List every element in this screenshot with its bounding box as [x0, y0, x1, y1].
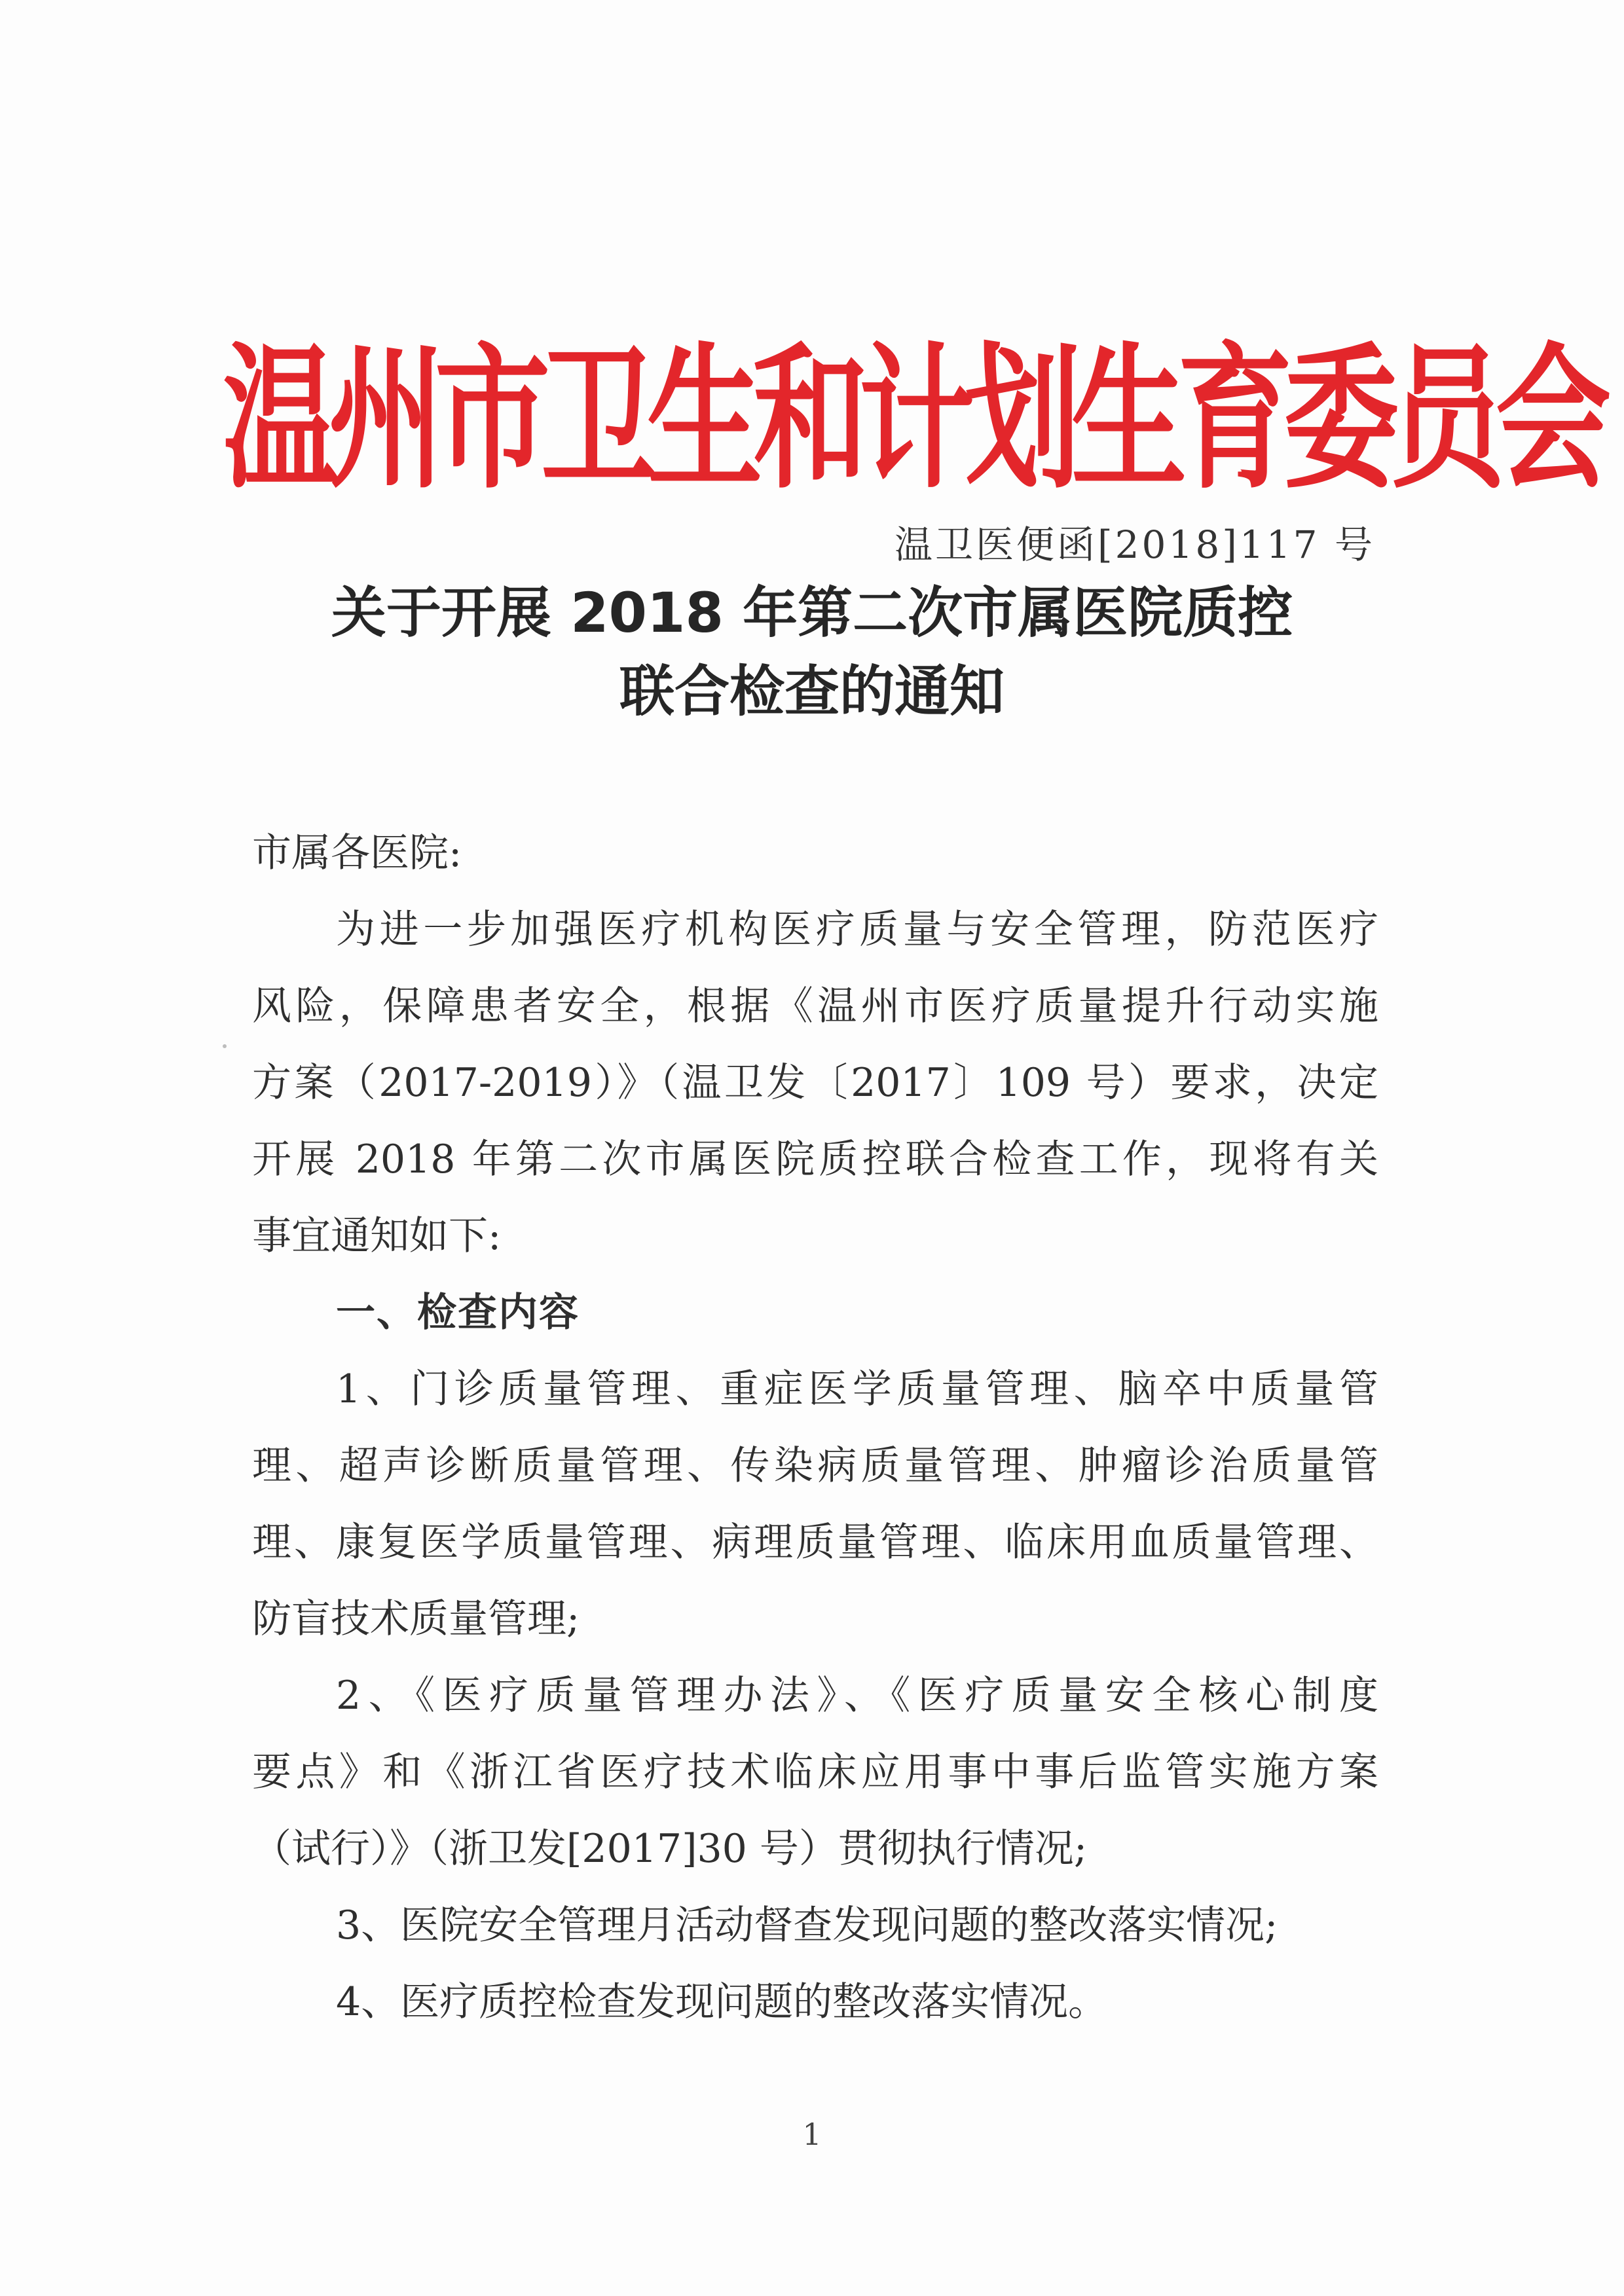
salutation: 市属各医院: [252, 830, 462, 876]
intro-line: 开展 2018 年第二次市属医院质控联合检查工作，现将有关 [252, 1137, 1378, 1182]
item-2-line: 要点》和《浙江省医疗技术临床应用事中事后监管实施方案 [252, 1749, 1378, 1795]
page-number: 1 [802, 2117, 822, 2152]
item-1-line: 理、超声诊断质量管理、传染病质量管理、肿瘤诊治质量管 [252, 1443, 1378, 1489]
intro-line: 为进一步加强医疗机构医疗质量与安全管理，防范医疗 [336, 907, 1378, 953]
scan-speck [223, 1044, 227, 1048]
intro-line: 事宜通知如下: [252, 1213, 502, 1259]
item-1-line: 1、门诊质量管理、重症医学质量管理、脑卒中质量管 [336, 1366, 1378, 1412]
item-4-line: 4、医疗质控检查发现问题的整改落实情况。 [336, 1979, 1108, 2025]
item-1-line: 防盲技术质量管理; [252, 1596, 580, 1642]
notice-title-line-1: 关于开展 2018 年第二次市属医院质控 [331, 581, 1293, 645]
item-2-line: 2、《医疗质量管理办法》、《医疗质量安全核心制度 [336, 1673, 1378, 1719]
item-2-line: （试行）》（浙卫发[2017]30 号）贯彻执行情况; [252, 1826, 1088, 1872]
intro-line: 风险，保障患者安全，根据《温州市医疗质量提升行动实施 [252, 983, 1378, 1029]
item-3-line: 3、医院安全管理月活动督查发现问题的整改落实情况; [336, 1903, 1278, 1948]
notice-body [252, 815, 1378, 2041]
intro-line: 方案（2017-2019）》（温卫发〔2017〕109 号）要求，决定 [252, 1060, 1378, 1106]
document-number: 温卫医便函[2018]117 号 [894, 522, 1375, 567]
issuer-masthead: 温州市卫生和计划生育委员会 [223, 327, 1602, 511]
notice-title-line-2: 联合检查的通知 [619, 659, 1005, 723]
item-1-line: 理、康复医学质量管理、病理质量管理、临床用血质量管理、 [252, 1520, 1378, 1565]
section-heading: 一、检查内容 [336, 1290, 580, 1336]
